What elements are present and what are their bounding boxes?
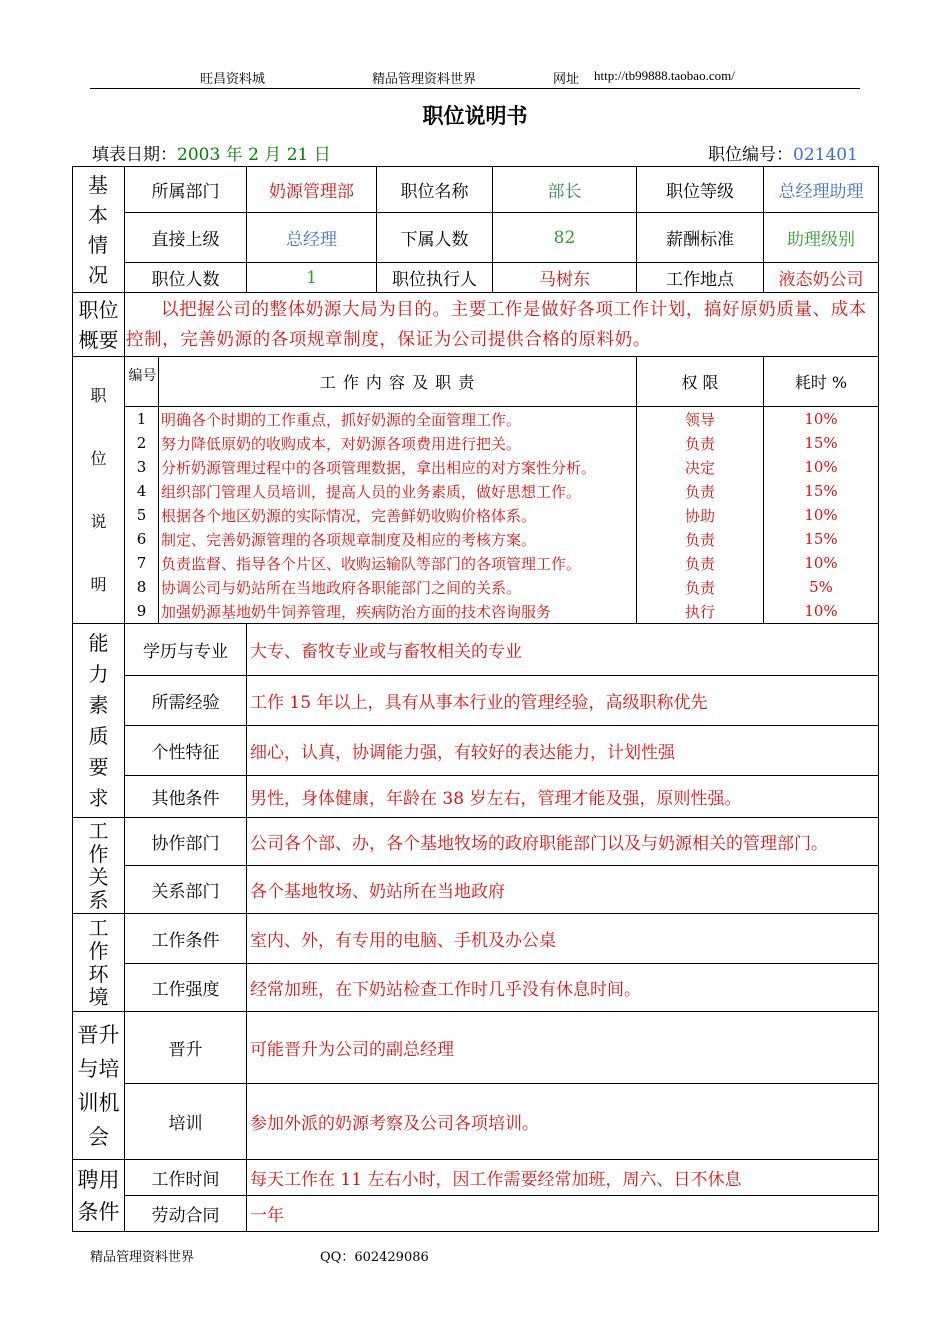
relations-section-label bbox=[73, 818, 125, 914]
duty-authority: 决定 bbox=[637, 455, 764, 479]
duties-authority-header: 权 限 bbox=[637, 357, 764, 407]
summary-section-label-text: 职位概要 bbox=[78, 297, 119, 352]
subordinates-label: 下属人数 bbox=[377, 213, 493, 263]
environment-label-2: 工作强度 bbox=[125, 964, 247, 1012]
headcount-label: 职位人数 bbox=[125, 263, 247, 293]
promotion-section-label bbox=[73, 1012, 125, 1160]
ability-label-4: 其他条件 bbox=[125, 776, 247, 818]
relations-row-1 bbox=[73, 818, 879, 866]
duty-number: 2 bbox=[125, 431, 159, 455]
ability-row-1 bbox=[73, 624, 879, 676]
duty-number: 1 bbox=[125, 407, 159, 432]
duty-time: 15% bbox=[764, 479, 879, 503]
subordinates-value: 82 bbox=[493, 213, 637, 263]
duty-authority: 执行 bbox=[637, 599, 764, 624]
duties-header-row bbox=[73, 357, 879, 407]
duty-number: 7 bbox=[125, 551, 159, 575]
ability-section-label bbox=[73, 624, 125, 818]
duty-number: 9 bbox=[125, 599, 159, 624]
fill-date-label: 填表日期： bbox=[92, 145, 177, 165]
location-label: 工作地点 bbox=[637, 263, 764, 293]
hiring-label-1: 工作时间 bbox=[125, 1160, 247, 1196]
environment-row-1 bbox=[73, 914, 879, 964]
duty-text: 努力降低原奶的收购成本，对奶源各项费用进行把关。 bbox=[159, 431, 637, 455]
job-description-table bbox=[72, 166, 879, 1232]
dept-label: 所属部门 bbox=[125, 167, 247, 213]
salary-label: 薪酬标准 bbox=[637, 213, 764, 263]
duty-authority: 领导 bbox=[637, 407, 764, 432]
hiring-label-2: 劳动合同 bbox=[125, 1196, 247, 1232]
duty-authority: 协助 bbox=[637, 503, 764, 527]
duty-row bbox=[73, 527, 879, 551]
ability-row-4 bbox=[73, 776, 879, 818]
ability-value-2: 工作 15 年以上，具有从事本行业的管理经验，高级职称优先 bbox=[247, 676, 879, 726]
duty-number: 4 bbox=[125, 479, 159, 503]
duty-row bbox=[73, 407, 879, 432]
hiring-row-2 bbox=[73, 1196, 879, 1232]
duty-number: 6 bbox=[125, 527, 159, 551]
duty-time: 10% bbox=[764, 551, 879, 575]
ability-label-2: 所需经验 bbox=[125, 676, 247, 726]
ability-label-1: 学历与专业 bbox=[125, 624, 247, 676]
relations-section-text: 工作关系 bbox=[88, 818, 109, 912]
dept-value: 奶源管理部 bbox=[247, 167, 377, 213]
duty-text: 组织部门管理人员培训，提高人员的业务素质，做好思想工作。 bbox=[159, 479, 637, 503]
duty-text: 负责监督、指导各个片区、收购运输队等部门的各项管理工作。 bbox=[159, 551, 637, 575]
page-header bbox=[0, 68, 950, 88]
duty-time: 15% bbox=[764, 527, 879, 551]
position-code bbox=[708, 140, 858, 165]
duty-time: 10% bbox=[764, 407, 879, 432]
relations-row-2 bbox=[73, 866, 879, 914]
duties-section-label bbox=[73, 357, 125, 624]
duty-time: 10% bbox=[764, 599, 879, 624]
duty-row bbox=[73, 503, 879, 527]
grade-value: 总经理助理 bbox=[764, 167, 879, 213]
footer-left-text: 精品管理资料世界 bbox=[90, 1250, 195, 1265]
duty-number: 3 bbox=[125, 455, 159, 479]
summary-text: 以把握公司的整体奶源大局为目的。主要工作是做好各项工作计划，搞好原奶质量、成本控制，完善奶源的各项规章制度，保证为公司提供合格的原料奶。 bbox=[125, 293, 879, 357]
basic-section-label bbox=[73, 167, 125, 293]
position-code-value: 021401 bbox=[793, 145, 858, 165]
fill-date bbox=[92, 140, 331, 165]
title-value: 部长 bbox=[493, 167, 637, 213]
relations-label-1: 协作部门 bbox=[125, 818, 247, 866]
duty-authority: 负责 bbox=[637, 431, 764, 455]
salary-value: 助理级别 bbox=[764, 213, 879, 263]
header-divider bbox=[90, 88, 860, 89]
basic-row-1 bbox=[73, 167, 879, 213]
relations-value-1: 公司各个部、办，各个基地牧场的政府职能部门以及与奶源相关的管理部门。 bbox=[247, 818, 879, 866]
ability-value-3: 细心，认真，协调能力强，有较好的表达能力，计划性强 bbox=[247, 726, 879, 776]
duty-row bbox=[73, 551, 879, 575]
position-code-label: 职位编号： bbox=[708, 145, 793, 165]
duty-number: 5 bbox=[125, 503, 159, 527]
hiring-value-2: 一年 bbox=[247, 1196, 879, 1232]
superior-label: 直接上级 bbox=[125, 213, 247, 263]
duty-authority: 负责 bbox=[637, 527, 764, 551]
duty-time: 10% bbox=[764, 455, 879, 479]
header-left-text: 旺昌资料城 bbox=[200, 72, 266, 87]
duty-authority: 负责 bbox=[637, 479, 764, 503]
duty-authority: 负责 bbox=[637, 575, 764, 599]
title-label: 职位名称 bbox=[377, 167, 493, 213]
ability-value-1: 大专、畜牧专业或与畜牧相关的专业 bbox=[247, 624, 879, 676]
duty-authority: 负责 bbox=[637, 551, 764, 575]
duty-text: 分析奶源管理过程中的各项管理数据，拿出相应的对方案性分析。 bbox=[159, 455, 637, 479]
promotion-section-text: 晋升与培训机会 bbox=[77, 1022, 120, 1149]
ability-row-2 bbox=[73, 676, 879, 726]
relations-value-2: 各个基地牧场、奶站所在当地政府 bbox=[247, 866, 879, 914]
headcount-value: 1 bbox=[247, 263, 377, 293]
summary-section-label bbox=[73, 293, 125, 357]
duty-text: 明确各个时期的工作重点，抓好奶源的全面管理工作。 bbox=[159, 407, 637, 432]
ability-row-3 bbox=[73, 726, 879, 776]
promotion-label-2: 培训 bbox=[125, 1084, 247, 1160]
fill-date-value: 2003 年 2 月 21 日 bbox=[177, 145, 331, 165]
header-url-label: 网址 bbox=[553, 72, 580, 87]
duties-time-header: 耗时 % bbox=[764, 357, 879, 407]
duty-row bbox=[73, 431, 879, 455]
promotion-label-1: 晋升 bbox=[125, 1012, 247, 1084]
duty-time: 15% bbox=[764, 431, 879, 455]
promotion-row-1 bbox=[73, 1012, 879, 1084]
duty-time: 5% bbox=[764, 575, 879, 599]
relations-label-2: 关系部门 bbox=[125, 866, 247, 914]
document-title: 职位说明书 bbox=[422, 104, 528, 128]
duty-row bbox=[73, 575, 879, 599]
basic-row-3 bbox=[73, 263, 879, 293]
ability-value-4: 男性，身体健康，年龄在 38 岁左右，管理才能及强，原则性强。 bbox=[247, 776, 879, 818]
superior-value: 总经理 bbox=[247, 213, 377, 263]
duties-num-header: 编号 bbox=[125, 357, 159, 407]
duties-content-header: 工 作 内 容 及 职 责 bbox=[159, 357, 637, 407]
duty-text: 根据各个地区奶源的实际情况，完善鲜奶收购价格体系。 bbox=[159, 503, 637, 527]
summary-row bbox=[73, 293, 879, 357]
hiring-section-label bbox=[73, 1160, 125, 1232]
environment-label-1: 工作条件 bbox=[125, 914, 247, 964]
promotion-value-2: 参加外派的奶源考察及公司各项培训。 bbox=[247, 1084, 879, 1160]
duty-row bbox=[73, 479, 879, 503]
duty-row bbox=[73, 455, 879, 479]
duty-text: 制定、完善奶源管理的各项规章制度及相应的考核方案。 bbox=[159, 527, 637, 551]
grade-label: 职位等级 bbox=[637, 167, 764, 213]
duty-time: 10% bbox=[764, 503, 879, 527]
environment-section-label bbox=[73, 914, 125, 1012]
ability-label-3: 个性特征 bbox=[125, 726, 247, 776]
duty-text: 协调公司与奶站所在当地政府各职能部门之间的关系。 bbox=[159, 575, 637, 599]
environment-section-text: 工作环境 bbox=[88, 915, 109, 1009]
hiring-value-1: 每天工作在 11 左右小时，因工作需要经常加班，周六、日不休息 bbox=[247, 1160, 879, 1196]
footer-qq: QQ：602429086 bbox=[320, 1250, 429, 1265]
executor-value: 马树东 bbox=[493, 263, 637, 293]
promotion-row-2 bbox=[73, 1084, 879, 1160]
basic-section-label-text: 基本情况 bbox=[88, 172, 114, 287]
duties-section-text: 职位说明 bbox=[90, 386, 107, 594]
hiring-row-1 bbox=[73, 1160, 879, 1196]
header-url-link[interactable]: http://tb99888.taobao.com/ bbox=[594, 68, 735, 83]
location-value: 液态奶公司 bbox=[764, 263, 879, 293]
promotion-value-1: 可能晋升为公司的副总经理 bbox=[247, 1012, 879, 1084]
duty-text: 加强奶源基地奶牛饲养管理，疾病防治方面的技术咨询服务 bbox=[159, 599, 637, 624]
duty-number: 8 bbox=[125, 575, 159, 599]
header-center-text: 精品管理资料世界 bbox=[372, 72, 477, 87]
hiring-section-text: 聘用条件 bbox=[77, 1167, 120, 1224]
executor-label: 职位执行人 bbox=[377, 263, 493, 293]
ability-section-text: 能力素质要求 bbox=[88, 630, 109, 810]
environment-value-2: 经常加班，在下奶站检查工作时几乎没有休息时间。 bbox=[247, 964, 879, 1012]
environment-row-2 bbox=[73, 964, 879, 1012]
duty-row bbox=[73, 599, 879, 624]
environment-value-1: 室内、外，有专用的电脑、手机及办公桌 bbox=[247, 914, 879, 964]
basic-row-2 bbox=[73, 213, 879, 263]
